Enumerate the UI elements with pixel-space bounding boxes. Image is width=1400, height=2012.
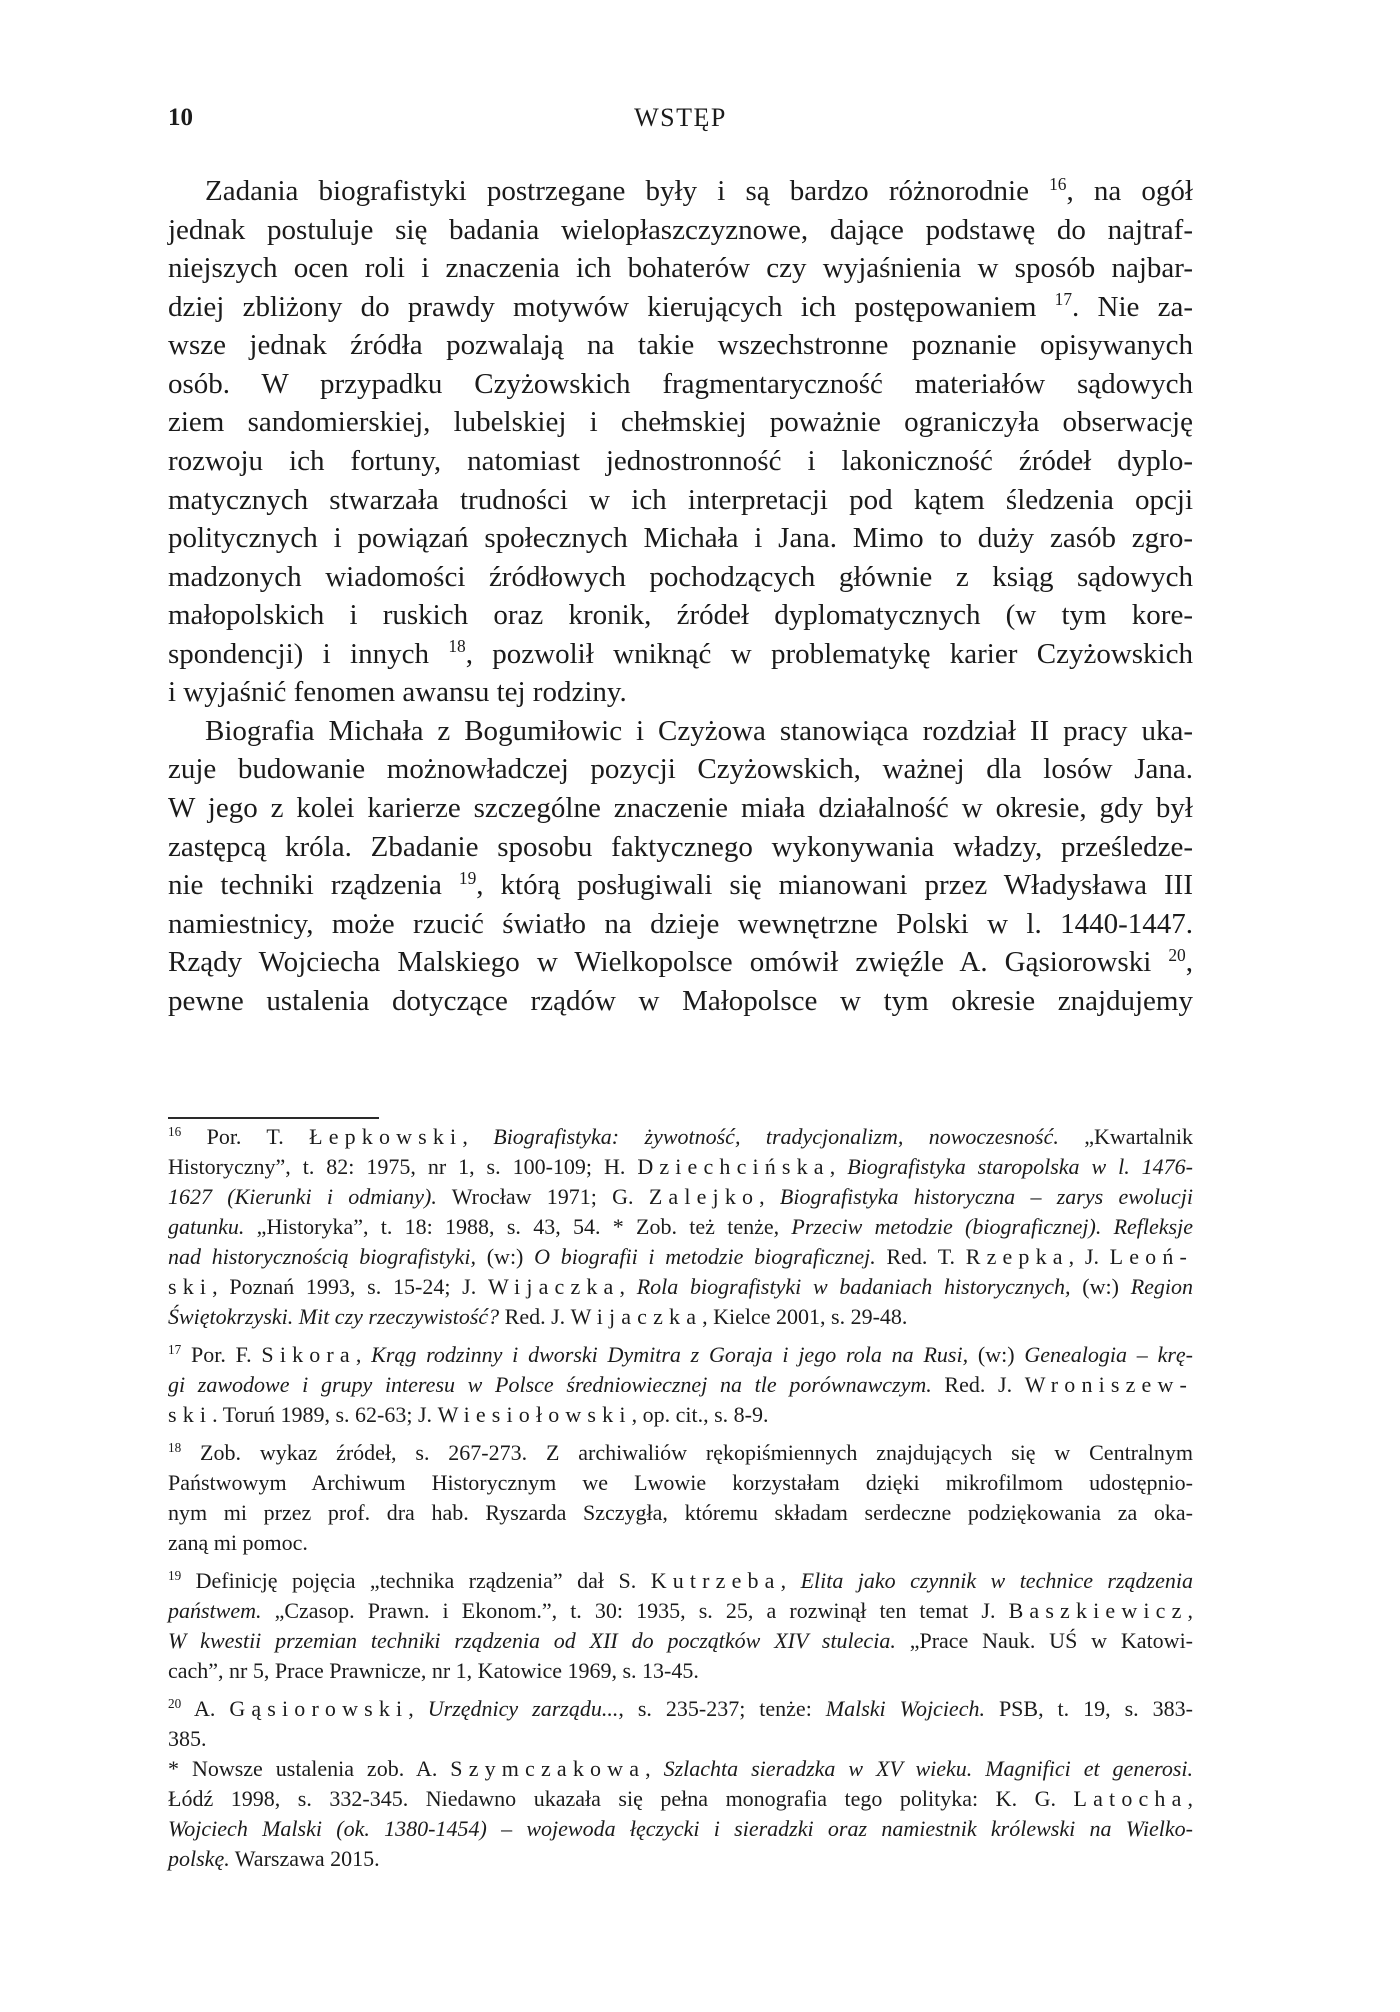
spaced-name: Kutrzeba <box>650 1568 781 1593</box>
footnotes <box>168 1122 1193 1874</box>
text-run: , którą posługiwali się mianowani przez Władysława III <box>476 869 1193 902</box>
text-run: , <box>462 1124 494 1149</box>
text-line <box>168 1340 1193 1370</box>
italic-run: Szlachta sieradzka w XV wieku. Magnifici et generosi. <box>663 1756 1194 1781</box>
text-line <box>168 1272 1193 1302</box>
text-line <box>168 1528 1193 1558</box>
spaced-name: ski <box>168 1274 213 1299</box>
text-line <box>168 288 1193 327</box>
text-line <box>168 442 1193 481</box>
text-line <box>168 558 1193 597</box>
text-run: Łódź 1998, s. 332-345. Niedawno ukazała się pełna monografia tego polityka: K. G. <box>168 1786 1074 1811</box>
text-run: . Nie za- <box>1072 290 1193 323</box>
text-line <box>168 1754 1193 1784</box>
footnote-ref: 17 <box>1054 289 1073 310</box>
text-run: , <box>759 1184 780 1209</box>
text-line <box>168 635 1193 674</box>
text-line <box>168 1566 1193 1596</box>
spaced-name: Latocha <box>1073 1786 1188 1811</box>
text-line <box>168 789 1193 828</box>
footnote-paragraph <box>168 1694 1193 1754</box>
text-run: ziem sandomierskiej, lubelskiej i chełmskiej poważnie ograniczyła obserwację <box>168 406 1193 439</box>
spaced-name: Baszkiewicz <box>1008 1598 1188 1623</box>
footnote-ref: 16 <box>1049 173 1067 194</box>
text-line <box>168 1242 1193 1272</box>
text-run: , <box>829 1154 848 1179</box>
text-run: , s. 235-237; tenże: <box>618 1696 826 1721</box>
text-line <box>168 866 1193 905</box>
footnote <box>168 1122 1193 1332</box>
text-run: Por. F. <box>181 1342 262 1367</box>
running-head: WSTĘP <box>634 103 727 132</box>
text-run: zaną mi pomoc. <box>168 1530 308 1555</box>
text-run: 385. <box>168 1726 207 1751</box>
text-run: , Poznań 1993, s. 15-24; J. <box>212 1274 488 1299</box>
footnote-ref: 20 <box>168 1696 182 1712</box>
spaced-name: Szymczakowa <box>450 1756 646 1781</box>
text-run: rozwoju ich fortuny, natomiast jednostronność i lakoniczność źródeł dyplo- <box>168 444 1193 477</box>
spaced-name: Sikora <box>261 1342 356 1367</box>
text-line <box>168 1724 1193 1754</box>
footnote-ref: 19 <box>168 1568 182 1584</box>
footnote-ref: 20 <box>1168 944 1186 965</box>
text-line <box>168 1370 1193 1400</box>
footnote-paragraph <box>168 1438 1193 1558</box>
footnote-ref: 18 <box>168 1440 182 1456</box>
text-line <box>168 211 1193 250</box>
text-run: Zadania biografistyki postrzegane były i są bardzo różnorodnie <box>205 175 1050 207</box>
text-line <box>168 943 1193 982</box>
spaced-name: Wiesiołowski <box>437 1402 632 1427</box>
italic-run: Malski Wojciech. <box>825 1696 985 1721</box>
text-line <box>168 1626 1193 1656</box>
text-line <box>168 1468 1193 1498</box>
text-line <box>168 750 1193 789</box>
text-run: politycznych i powiązań społecznych Michała i Jana. Mimo to duży zasób zgro- <box>168 522 1193 555</box>
footnote <box>168 1438 1193 1558</box>
text-run: zastępcą króla. Zbadanie sposobu faktycznego wykonywania władzy, prześledze- <box>168 830 1193 863</box>
spaced-name: Wijaczka <box>570 1304 703 1329</box>
footnote <box>168 1566 1193 1686</box>
italic-run: Region <box>1130 1274 1194 1299</box>
italic-run: Elita jako czynnik w technice rządzenia <box>800 1568 1193 1593</box>
text-run: , pozwolił wniknąć w problematykę karier Czyżowskich <box>465 637 1193 670</box>
text-line <box>168 1814 1193 1844</box>
italic-run: Świętokrzyski. Mit czy rzeczywistość? <box>168 1304 500 1329</box>
text-run: i wyjaśnić fenomen awansu tej rodziny. <box>168 676 627 709</box>
text-run: spondencji) i innych <box>168 637 449 670</box>
text-line <box>168 249 1193 288</box>
page-number: 10 <box>168 104 193 131</box>
text-run: małopolskich i ruskich oraz kronik, źródeł dyplomatycznych (w tym kore- <box>168 599 1193 632</box>
italic-run: O biografii i metodzie biograficznej. <box>534 1244 876 1269</box>
text-run: nym mi przez prof. dra hab. Ryszarda Szczygła, któremu składam serdeczne podziękowania za oka- <box>168 1500 1193 1525</box>
text-line <box>168 712 1193 751</box>
italic-run: Biografistyka: żywotność, tradycjonalizm, nowoczesność. <box>493 1124 1059 1149</box>
footnote-ref: 16 <box>168 1124 182 1140</box>
text-run: matycznych stwarzała trudności w ich interpretacji pod kątem śledzenia opcji <box>168 483 1193 516</box>
footnote-separator <box>168 1117 379 1119</box>
text-run: „Kwartalnik <box>1058 1124 1193 1149</box>
text-run: pewne ustalenia dotyczące rządów w Małopolsce w tym okresie znajdujemy <box>168 984 1193 1017</box>
text-run: „Prace Nauk. UŚ w Katowi- <box>895 1628 1194 1653</box>
text-run: , <box>780 1568 801 1593</box>
text-run: , <box>1187 1786 1193 1811</box>
italic-run: Wojciech Malski (ok. 1380-1454) – wojewoda łęczycki i sieradzki oraz namiestnik królewski na Wielko- <box>168 1816 1193 1841</box>
spaced-name: Zalejko <box>648 1184 760 1209</box>
footnote-ref: 19 <box>458 867 477 888</box>
italic-run: 1627 (Kierunki i odmiany). <box>168 1184 437 1209</box>
text-line <box>168 1784 1193 1814</box>
text-run: , <box>1185 946 1193 979</box>
spaced-name: Dziechcińska <box>637 1154 830 1179</box>
text-run: namiestnicy, może rzucić światło na dzieje wewnętrzne Polski w l. 1440-1447. <box>168 907 1193 940</box>
text-run: Warszawa 2015. <box>229 1846 380 1871</box>
text-line <box>168 1182 1193 1212</box>
text-run: A. <box>181 1696 230 1721</box>
text-run: W jego z kolei karierze szczególne znaczenie miała działalność w okresie, gdy był <box>168 792 1193 824</box>
text-line <box>168 1438 1193 1468</box>
text-run: Red. J. <box>931 1372 1025 1397</box>
text-line <box>168 905 1193 944</box>
text-run: Historyczny”, t. 82: 1975, nr 1, s. 100-109; H. <box>168 1154 638 1179</box>
text-run: wsze jednak źródła pozwalają na takie wszechstronne poznanie opisywanych <box>168 329 1193 362</box>
text-line <box>168 1122 1193 1152</box>
italic-run: gatunku. <box>168 1214 245 1239</box>
text-run: , op. cit., s. 8-9. <box>631 1402 769 1427</box>
text-line <box>168 1844 1193 1874</box>
text-run: „Historyka”, t. 18: 1988, s. 43, 54. * Zob. też tenże, <box>244 1214 792 1239</box>
text-run: cach”, nr 5, Prace Prawnicze, nr 1, Katowice 1969, s. 13-45. <box>168 1658 699 1683</box>
italic-run: Rola biografistyki w badaniach historycznych, <box>636 1274 1071 1299</box>
italic-run: państwem. <box>168 1598 262 1623</box>
spaced-name: Łepkowski <box>309 1124 463 1149</box>
italic-run: W kwestii przemian techniki rządzenia od XII do początków XIV stulecia. <box>168 1628 896 1653</box>
text-run: Zob. wykaz źródeł, s. 267-273. Z archiwaliów rękopiśmiennych znajdujących się w Centralnym <box>181 1440 1193 1465</box>
italic-run: Biografistyka historyczna – zarys ewolucji <box>779 1184 1194 1209</box>
text-line <box>168 673 1193 712</box>
text-line <box>168 1302 1193 1332</box>
text-run: , <box>408 1696 428 1721</box>
text-line <box>168 519 1193 558</box>
text-line <box>168 1596 1193 1626</box>
text-line <box>168 1400 1193 1430</box>
page-header <box>168 103 1193 133</box>
text-run: Red. T. <box>875 1244 966 1269</box>
italic-run: Krąg rodzinny i dworski Dymitra z Goraja i jego rola na Rusi, <box>371 1342 969 1367</box>
text-run: (w:) <box>968 1342 1025 1367</box>
text-line <box>168 326 1193 365</box>
text-line <box>168 172 1193 211</box>
text-run: , <box>355 1342 372 1367</box>
text-run: madzonych wiadomości źródłowych pochodzących głównie z ksiąg sądowych <box>168 560 1193 593</box>
text-run: Biografia Michała z Bogumiłowic i Czyżowa stanowiąca rozdział II pracy uka- <box>205 714 1193 747</box>
text-run: , Kielce 2001, s. 29-48. <box>702 1304 908 1329</box>
text-line <box>168 481 1193 520</box>
text-line <box>168 1498 1193 1528</box>
text-run: Rządy Wojciecha Malskiego w Wielkopolsce omówił zwięźle A. Gąsiorowski <box>168 946 1169 979</box>
spaced-name: Wijaczka <box>488 1274 620 1299</box>
text-line <box>168 365 1193 404</box>
text-run: , <box>1187 1598 1193 1623</box>
text-run: „Czasop. Prawn. i Ekonom.”, t. 30: 1935, s. 25, a rozwinął ten temat J. <box>261 1598 1009 1623</box>
body-paragraph <box>168 172 1193 712</box>
spaced-name: Rzepka <box>965 1244 1069 1269</box>
italic-run: polskę. <box>168 1846 230 1871</box>
italic-run: Genealogia – krę- <box>1024 1342 1194 1367</box>
text-run: zuje budowanie możnowładczej pozycji Czyżowskich, ważnej dla losów Jana. <box>168 753 1193 786</box>
text-run: Definicję pojęcia „technika rządzenia” dał S. <box>181 1568 651 1593</box>
italic-run: Przeciw metodzie (biograficznej). Refleksje <box>791 1214 1193 1239</box>
text-run: jednak postuluje się badania wielopłaszczyznowe, dające podstawę do najtraf- <box>168 213 1193 246</box>
main-text <box>168 172 1193 1020</box>
text-run: Państwowym Archiwum Historycznym we Lwowie korzystałam dzięki mikrofilmom udostępnio- <box>168 1470 1193 1495</box>
text-run: , <box>619 1274 637 1299</box>
text-line <box>168 403 1193 442</box>
text-run: PSB, t. 19, s. 383- <box>984 1696 1193 1721</box>
spaced-name: Gąsiorowski <box>229 1696 409 1721</box>
spaced-name: ski <box>168 1402 213 1427</box>
text-line <box>168 1656 1193 1686</box>
footnote-paragraph <box>168 1566 1193 1686</box>
footnote-paragraph <box>168 1754 1193 1874</box>
text-line <box>168 1152 1193 1182</box>
footnote-paragraph <box>168 1122 1193 1332</box>
text-run: (w:) <box>1070 1274 1131 1299</box>
text-run: , na ogół <box>1066 175 1193 207</box>
text-run: , J. <box>1068 1244 1110 1269</box>
text-run: . Toruń 1989, s. 62-63; J. <box>212 1402 438 1427</box>
footnote <box>168 1694 1193 1874</box>
text-line <box>168 1694 1193 1724</box>
footnote-paragraph <box>168 1340 1193 1430</box>
text-run: * Nowsze ustalenia zob. A. <box>168 1756 451 1781</box>
footnote <box>168 1340 1193 1430</box>
italic-run: Biografistyka staropolska w l. 1476- <box>847 1154 1194 1179</box>
italic-run: nad historycznością biografistyki, <box>168 1244 477 1269</box>
text-line <box>168 1212 1193 1242</box>
text-run: osób. W przypadku Czyżowskich fragmentaryczność materiałów sądowych <box>168 367 1193 400</box>
text-line <box>168 982 1193 1021</box>
body-paragraph <box>168 712 1193 1021</box>
text-line <box>168 596 1193 635</box>
text-line <box>168 828 1193 867</box>
text-run: nie techniki rządzenia <box>168 869 459 902</box>
text-run: Por. T. <box>181 1124 310 1149</box>
text-run: Red. J. <box>499 1304 571 1329</box>
text-run: niejszych ocen roli i znaczenia ich bohaterów czy wyjaśnienia w sposób najbar- <box>168 252 1193 285</box>
text-run: (w:) <box>476 1244 535 1269</box>
footnote-ref: 17 <box>168 1342 182 1358</box>
text-run: dziej zbliżony do prawdy motywów kierujących ich postępowaniem <box>168 290 1055 323</box>
italic-run: Urzędnicy zarządu... <box>427 1696 619 1721</box>
spaced-name: Wroniszew- <box>1024 1372 1193 1397</box>
spaced-name: Leoń- <box>1109 1244 1193 1269</box>
text-run: Wrocław 1971; G. <box>436 1184 649 1209</box>
italic-run: gi zawodowe i grupy interesu w Polsce średniowiecznej na tle porównawczym. <box>168 1372 932 1397</box>
text-run: , <box>645 1756 664 1781</box>
footnote-ref: 18 <box>448 636 466 657</box>
